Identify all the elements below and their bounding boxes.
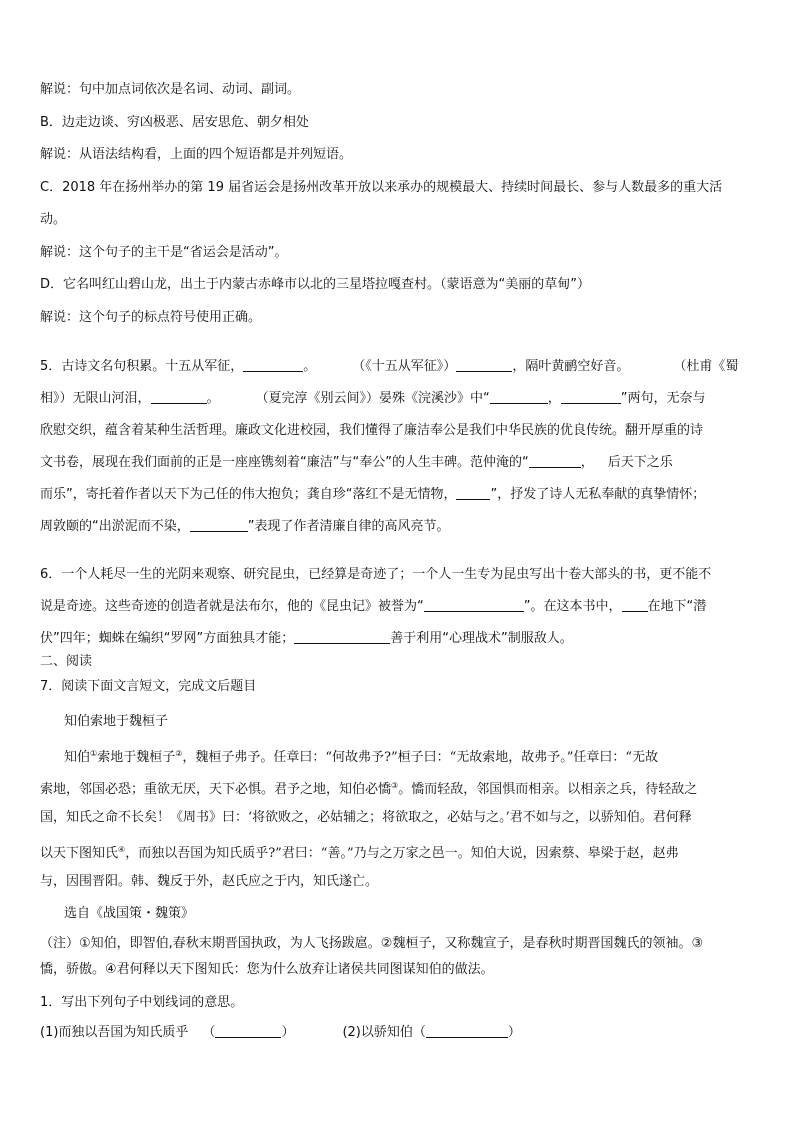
answer-blank-2[interactable] [426, 1023, 508, 1038]
blank-q5-4[interactable] [490, 389, 548, 404]
passage-text: 与，因围晋阳。韩、魏反于外，赵氏应之于内，知氏遂亡。 [40, 874, 379, 889]
q5-text: （夏完淳《别云间》）晏殊《浣溪沙》中“ [255, 391, 490, 406]
q5-text: 后天下之乐 [607, 455, 673, 470]
question-5-line-5 [40, 485, 705, 505]
q5-text: 。 [303, 359, 317, 374]
q6-text: 在地下“潜 [647, 599, 707, 614]
item-1-text: (1)而独以吾国为知氏质乎 [40, 1025, 189, 1040]
section-reading-heading [40, 652, 92, 672]
option-c-continued [40, 210, 66, 230]
blank-q5-5[interactable] [561, 389, 621, 404]
q5-text: 文书卷，展现在我们面前的正是一座座镌刻着“廉洁”与“奉公”的人生丰碑。范仲淹的“ [40, 455, 529, 470]
question-6-line-2 [40, 597, 706, 617]
notes-text: （注）①知伯，即智伯,春秋末期晋国执政，为人飞扬跋扈。②魏桓子，又称魏宣子，是春秋时期晋国魏氏的领袖。③ [40, 936, 704, 951]
q6-text: ”。在这本书中， [523, 599, 622, 614]
q5-text: ”表现了作者清廉自律的高风亮节。 [247, 519, 450, 534]
passage-line-3 [40, 808, 692, 828]
question-5-line-3 [40, 421, 703, 441]
q5-text: 欣慰交织，蕴含着某种生活哲理。廉政文化进校园，我们懂得了廉洁奉公是我们中华民族的优良传统。翻开厚重的诗 [40, 423, 704, 438]
passage-text: ，魏桓子弗予。任章曰：“何故弗予?”桓子曰：“无故索地，故弗予。”任章曰：“无故 [182, 750, 659, 765]
q5-text: ”两句，无奈与 [620, 391, 706, 406]
notes-line-1 [40, 934, 703, 954]
q5-text: ，隔叶黄鹂空好音。 [512, 359, 630, 374]
explanation-line-3 [40, 243, 287, 263]
q6-text: 6．一个人耗尽一生的光阴来观察、研究昆虫，已经算是奇迹了；一个人一生专为昆虫写出十卷大部头的书，更不能不 [40, 567, 712, 582]
section-heading-text: 二、阅读 [40, 654, 93, 669]
q5-text: ”，抒发了诗人无私奉献的真挚情怀； [490, 487, 706, 502]
question-5-line-1 [40, 357, 738, 377]
blank-q5-7[interactable] [456, 485, 490, 500]
passage-text: ，而独以吾国为知氏质乎?”君曰：“善。”乃与之万家之邑一。知伯大说，因索蔡、皋梁于赵，赵弗 [125, 846, 679, 861]
item-1-paren: （ [202, 1025, 216, 1040]
explanation-line-1 [40, 80, 300, 100]
q5-text: 而乐”，寄托着作者以天下为己任的伟大抱负；龚自珍“落红不是无情物， [40, 487, 457, 502]
q6-text: 说是奇迹。这些奇迹的创造者就是法布尔，他的《昆虫记》被誉为“ [40, 599, 424, 614]
explanation-line-2 [40, 145, 352, 165]
blank-q6-2[interactable] [622, 597, 648, 612]
subquestion-1 [40, 993, 243, 1013]
passage-text: 以天下图知氏 [40, 846, 119, 861]
footnote-marker: ④ [118, 845, 126, 854]
passage-line-5 [40, 872, 378, 892]
option-b [40, 113, 309, 133]
q5-text: ， [580, 455, 594, 470]
passage-source-text: 选自《战国策・魏策》 [64, 906, 195, 921]
option-b-text: B．边走边谈、穷凶极恶、居安思危、朝夕相处 [40, 115, 309, 130]
subquestion-1-items [40, 1023, 521, 1043]
q5-text: 5．古诗文名句积累。十五从军征， [40, 359, 244, 374]
explanation-line-4 [40, 308, 261, 328]
option-c-text: C．2018 年在扬州举办的第 19 届省运会是扬州改革开放以来承办的规模最大、持续时间最长、参与人数最多的重大活 [40, 180, 723, 195]
blank-q5-2[interactable] [456, 357, 512, 372]
q5-text: （杜甫《蜀 [673, 359, 739, 374]
explanation-4-text: 解说：这个句子的标点符号使用正确。 [40, 310, 262, 325]
question-5-line-4 [40, 453, 673, 473]
q6-text: 善于利用“心理战术”制服敌人。 [390, 631, 573, 646]
item-1-paren: ） [281, 1025, 295, 1040]
q5-text: 周敦颐的“出淤泥而不染， [40, 519, 190, 534]
question-6-line-1 [40, 565, 711, 585]
footnote-marker: ③ [391, 781, 399, 790]
blank-q5-6[interactable] [529, 453, 581, 468]
explanation-1-text: 解说：句中加点词依次是名词、动词、副词。 [40, 82, 301, 97]
option-c-tail: 动。 [40, 212, 67, 227]
item-2-text: (2)以骄知伯（ [342, 1025, 426, 1040]
passage-text: 索地于魏桓子 [97, 750, 176, 765]
question-7 [40, 677, 256, 697]
q5-text: ， [547, 391, 561, 406]
notes-text: 憍，骄傲。④君何释以天下图知氏：您为什么放弃让诸侯共同图谋知伯的做法。 [40, 962, 494, 977]
explanation-2-text: 解说：从语法结构看，上面的四个短语都是并列短语。 [40, 147, 353, 162]
blank-q5-1[interactable] [243, 357, 303, 372]
footnote-marker: ② [175, 749, 183, 758]
option-d-text: D．它名叫红山碧山龙，出土于内蒙古赤峰市以北的三星塔拉嘎查村。（蒙语意为“美丽的草甸”） [40, 277, 590, 292]
question-7-text: 7．阅读下面文言短文，完成文后题目 [40, 679, 257, 694]
passage-title-text: 知伯索地于魏桓子 [64, 714, 169, 729]
question-5-line-6 [40, 517, 450, 537]
question-5-line-2 [40, 389, 706, 409]
passage-text: 索地，邻国必恐；重欲无厌，天下必惧。君予之地，知伯必憍 [40, 782, 392, 797]
passage-title [64, 712, 168, 732]
footnote-marker: ① [90, 749, 98, 758]
question-6-line-3 [40, 629, 573, 649]
q6-text: 伏”四年；蜘蛛在编织“罗网”方面独具才能； [40, 631, 295, 646]
option-c [40, 178, 722, 198]
passage-text: 知伯 [64, 750, 91, 765]
passage-line-4 [40, 840, 679, 864]
notes-line-2 [40, 960, 494, 980]
blank-q6-3[interactable] [294, 629, 390, 644]
q5-text: 相》）无限山河泪， [40, 391, 151, 406]
passage-line-2 [40, 776, 697, 800]
answer-blank-1[interactable] [215, 1023, 281, 1038]
subquestion-1-text: 1．写出下列句子中划线词的意思。 [40, 995, 244, 1010]
blank-q5-3[interactable] [151, 389, 207, 404]
passage-text: 。憍而轻敌，邻国惧而相亲。以相亲之兵，待轻敌之 [398, 782, 698, 797]
item-2-paren: ） [507, 1025, 521, 1040]
passage-text: 国，知氏之命不长矣！《周书》曰：‘将欲败之，必姑辅之；将欲取之，必姑与之。’君不如与之，以骄知伯。君何释 [40, 810, 692, 825]
option-d [40, 275, 590, 295]
q5-text: （《十五从军征》） [352, 359, 457, 374]
q5-text: 。 [206, 391, 220, 406]
blank-q6-1[interactable] [424, 597, 524, 612]
blank-q5-8[interactable] [190, 517, 248, 532]
explanation-3-text: 解说：这个句子的主干是“省运会是活动”。 [40, 245, 288, 260]
passage-source [64, 904, 194, 924]
passage-line-1 [64, 744, 658, 768]
